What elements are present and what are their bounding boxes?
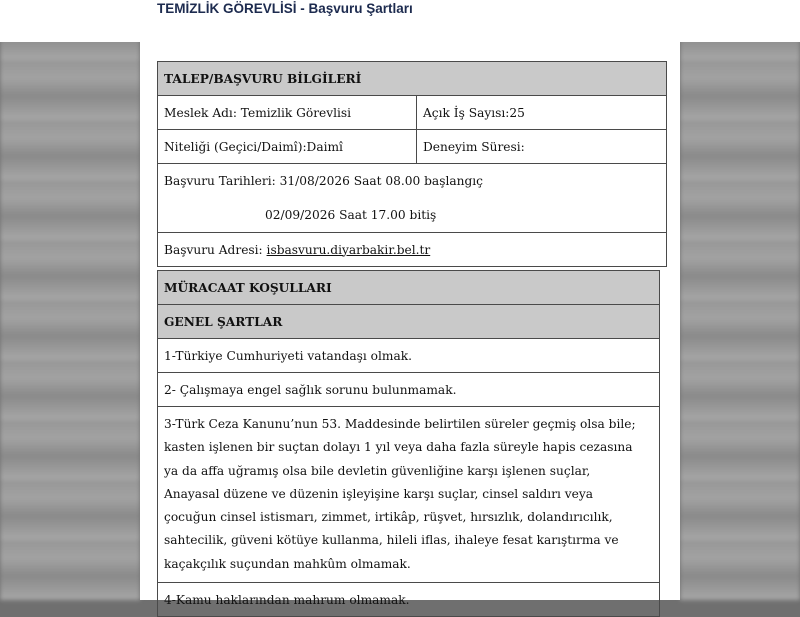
condition-item-1: 1-Türkiye Cumhuriyeti vatandaşı olmak. <box>158 339 660 373</box>
condition-item-3: 3-Türk Ceza Kanunu’nun 53. Maddesinde belirtilen süreler geçmiş olsa bile; kasten işlenen bir suçtan dolayı 1 yıl veya daha fazla süreyle hapis cezasına ya da affa uğramış olsa bile devletin güvenliğine karşı işlenen suçlar, Anayasal düzene ve düzenin işleyişine karşı suçlar, cinsel saldırı veya çocuğun cinsel istismarı, zimmet, irtikâp, rüşvet, hırsızlık, dolandırıcılık, sahtecilik, güveni kötüye kullanma, hileli iflas, ihaleye fesat karıştırma ve kaçakçılık suçundan mahkûm olmamak. <box>158 407 660 583</box>
page-title: TEMİZLİK GÖREVLİSİ - Başvuru Şartları <box>157 1 413 16</box>
background-blur-left <box>0 0 140 600</box>
trial-period-cell: Deneyim Süresi: <box>417 130 667 164</box>
document-sheet <box>140 42 680 607</box>
condition-item-2: 2- Çalışmaya engel sağlık sorunu bulunmamak. <box>158 373 660 407</box>
background-blur-right <box>680 0 800 600</box>
occupation-cell: Meslek Adı: Temizlik Görevlisi <box>158 96 417 130</box>
general-conditions-title: GENEL ŞARTLAR <box>158 305 660 339</box>
header-bar <box>0 0 800 42</box>
application-address-cell <box>158 233 667 267</box>
condition-item-4: 4-Kamu haklarından mahrum olmamak. <box>158 583 660 617</box>
address-label: Başvuru Adresi: <box>164 242 267 257</box>
open-positions-cell: Açık İş Sayısı:25 <box>417 96 667 130</box>
conditions-section-title: MÜRACAAT KOŞULLARI <box>158 271 660 305</box>
dates-start: Başvuru Tarihleri: 31/08/2026 Saat 08.00 başlangıç <box>164 173 483 188</box>
dates-end: 02/09/2026 Saat 17.00 bitiş <box>265 207 437 222</box>
application-info-table <box>157 61 667 267</box>
application-dates-cell <box>158 164 667 233</box>
address-link[interactable]: isbasvuru.diyarbakir.bel.tr <box>266 242 431 257</box>
nature-cell: Niteliği (Geçici/Daimî):Daimî <box>158 130 417 164</box>
conditions-table <box>157 270 660 617</box>
info-table-title: TALEP/BAŞVURU BİLGİLERİ <box>158 62 667 96</box>
